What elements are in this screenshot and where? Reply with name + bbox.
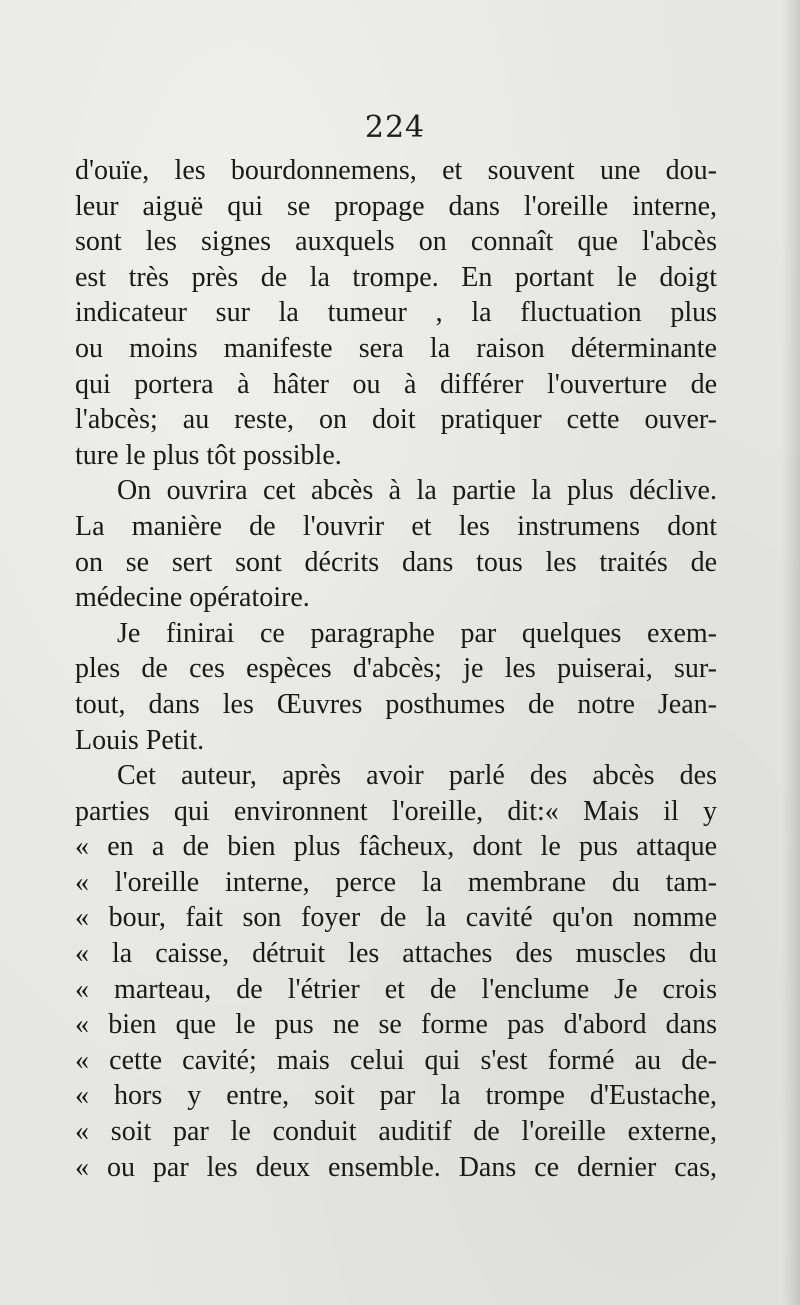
text-line: Cet auteur, après avoir parlé des abcès des <box>117 760 717 792</box>
text-line: l'abcès; au reste, on doit pratiquer cette ouver- <box>75 404 717 436</box>
text-line: médecine opératoire. <box>75 582 310 614</box>
text-line: « ou par les deux ensemble. Dans ce dernier cas, <box>75 1151 717 1183</box>
text-line: « soit par le conduit auditif de l'oreille externe, <box>75 1116 717 1148</box>
text-line: on se sert sont décrits dans tous les traités de <box>75 546 717 578</box>
text-line: « bien que le pus ne se forme pas d'abord dans <box>75 1009 717 1041</box>
text-line: « l'oreille interne, perce la membrane du tam- <box>75 866 717 898</box>
text-line: ture le plus tôt possible. <box>75 439 342 471</box>
text-line: « bour, fait son foyer de la cavité qu'on nomme <box>75 902 717 934</box>
text-line: leur aiguë qui se propage dans l'oreille interne, <box>75 190 717 222</box>
text-line: « hors y entre, soit par la trompe d'Eustache, <box>75 1080 717 1112</box>
text-line: qui portera à hâter ou à différer l'ouverture de <box>75 368 717 400</box>
text-line: tout, dans les Œuvres posthumes de notre Jean- <box>75 688 717 720</box>
body-text <box>75 153 717 1185</box>
text-line: Je finirai ce paragraphe par quelques exem- <box>117 617 717 649</box>
text-line: La manière de l'ouvrir et les instrumens dont <box>75 510 717 542</box>
text-line: « marteau, de l'étrier et de l'enclume Je crois <box>75 973 717 1005</box>
page-edge-shadow <box>782 0 800 1305</box>
page-number: 224 <box>364 110 426 145</box>
text-line: « la caisse, détruit les attaches des muscles du <box>75 938 717 970</box>
text-line: ples de ces espèces d'abcès; je les puiserai, sur- <box>75 653 717 685</box>
text-line: parties qui environnent l'oreille, dit:« Mais il y <box>75 795 717 827</box>
text-line: sont les signes auxquels on connaît que l'abcès <box>75 226 717 258</box>
text-line: indicateur sur la tumeur , la fluctuation plus <box>75 297 717 329</box>
text-line: « cette cavité; mais celui qui s'est formé au de- <box>75 1044 717 1076</box>
text-line: d'ouïe, les bourdonnemens, et souvent une dou- <box>75 155 717 186</box>
text-line: ou moins manifeste sera la raison déterminante <box>75 332 717 364</box>
text-line: « en a de bien plus fâcheux, dont le pus attaque <box>75 831 717 863</box>
text-line: est très près de la trompe. En portant le doigt <box>75 261 717 293</box>
text-line: On ouvrira cet abcès à la partie la plus déclive. <box>117 475 717 507</box>
text-line: Louis Petit. <box>75 724 205 756</box>
